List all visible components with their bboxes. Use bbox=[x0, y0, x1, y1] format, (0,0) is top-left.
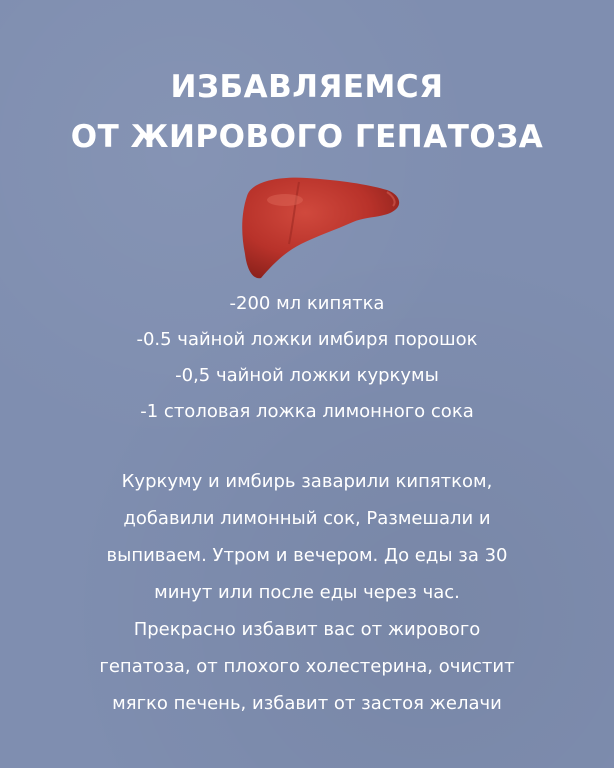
instruction-line: Прекрасно избавит вас от жирового bbox=[133, 619, 481, 640]
ingredient-item: -0,5 чайной ложки куркумы bbox=[175, 365, 439, 386]
instruction-line: выпиваем. Утром и вечером. До еды за 30 bbox=[106, 545, 508, 566]
ingredients-list bbox=[0, 286, 614, 430]
ingredient-item: -200 мл кипятка bbox=[229, 293, 385, 314]
instruction-line: Куркуму и имбирь заварили кипятком, bbox=[121, 471, 493, 492]
title-line-1: ИЗБАВЛЯЕМСЯ bbox=[170, 69, 444, 105]
title-line-2: ОТ ЖИРОВОГО ГЕПАТОЗА bbox=[70, 119, 544, 155]
liver-icon bbox=[237, 174, 405, 282]
instruction-line: добавили лимонный сок, Размешали и bbox=[123, 508, 491, 529]
instruction-line: гепатоза, от плохого холестерина, очистит bbox=[99, 656, 515, 677]
ingredient-item: -0.5 чайной ложки имбиря порошок bbox=[136, 329, 478, 350]
instructions-text bbox=[0, 463, 614, 722]
instruction-line: мягко печень, избавит от застоя желачи bbox=[112, 693, 502, 714]
instruction-line: минут или после еды через час. bbox=[154, 582, 460, 603]
ingredient-item: -1 столовая ложка лимонного сока bbox=[140, 401, 474, 422]
page-title bbox=[0, 62, 614, 162]
